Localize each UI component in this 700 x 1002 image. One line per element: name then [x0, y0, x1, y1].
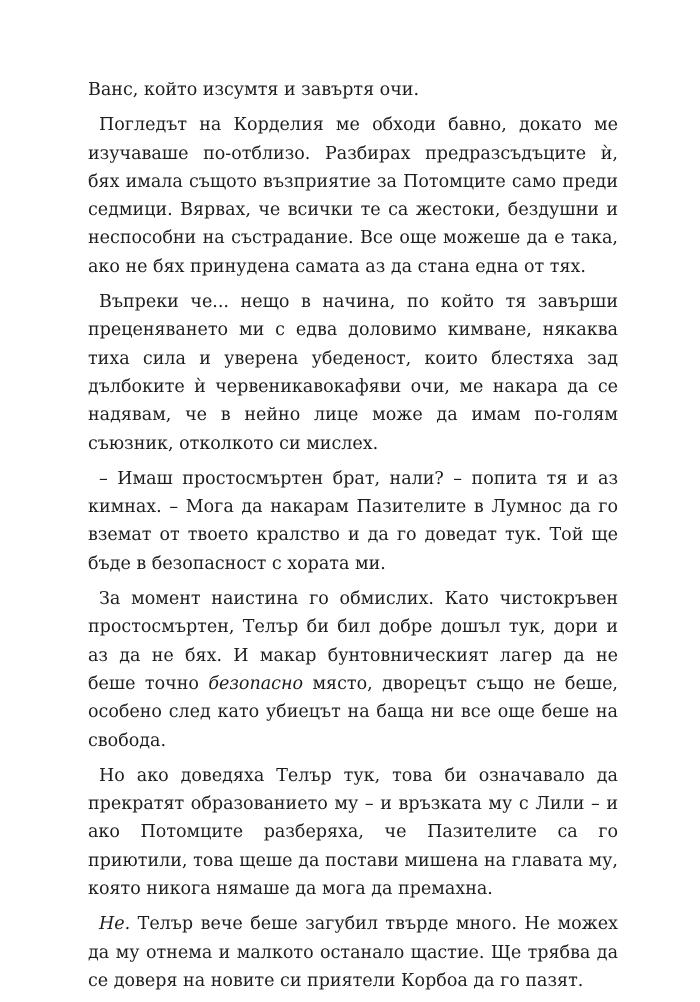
paragraph-1: Ванс, който изсумтя и завъртя очи.	[88, 80, 420, 100]
book-page-text	[88, 76, 618, 1002]
paragraph-5-part-1: За момент наистина го обмислих. Като чистокръвен простосмъртен, Телър би бил добре дошъл тук, дори и аз да не бях. И макар бунтовническият лагер да не беше точно	[88, 589, 618, 694]
paragraph-7-emphasis: Не.	[99, 914, 131, 935]
paragraph-4-dialogue: – Имаш простосмъртен брат, нали? – попита тя и аз кимнах. – Мога да накарам Пазителите в Лумнос да го вземат от твоето кралство и да го доведат тук. Той ще бъде в безопасност с хората ми.	[88, 468, 618, 574]
paragraph-5-part-2: място, дворецът също не беше, особено след като убиецът на баща ни все още беше на свобода.	[88, 673, 618, 751]
paragraph-5-emphasis: безопасно	[208, 673, 304, 694]
paragraph-2: Погледът на Корделия ме обходи бавно, докато ме изучаваше по-отблизо. Разбирах предразсъдъците ѝ, бях имала същото възприятие за Потомците само преди седмици. Вярвах, че всички те са жестоки, бездушни и неспособни на състрадание. Все още можеше да е така, ако не бях принудена самата аз да стана една от тях.	[88, 115, 618, 277]
paragraph-7-rest: Телър вече беше загубил твърде много. Не можех да му отнема и малкото останало щастие. Ще трябва да се доверя на новите си приятели Корбоа да го пазят.	[88, 914, 618, 991]
paragraph-5	[88, 585, 618, 755]
paragraph-3: Въпреки че... нещо в начина, по който тя завърши преценяването ми с едва доловимо кимване, някаква тиха сила и уверена убеденост, които блестяха зад дълбоките ѝ червеникавокафяви очи, ме накара да се надявам, че в нейно лице може да имам по-голям съюзник, отколкото си мислех.	[88, 292, 618, 454]
paragraph-6: Но ако доведяха Телър тук, това би означавало да прекратят образованието му – и връзката му с Лили – и ако Потомците разберяха, че Пазителите са го приютили, това щеше да постави мишена на главата му, която никога нямаше да мога да премахна.	[88, 765, 618, 900]
paragraph-7	[88, 910, 618, 995]
